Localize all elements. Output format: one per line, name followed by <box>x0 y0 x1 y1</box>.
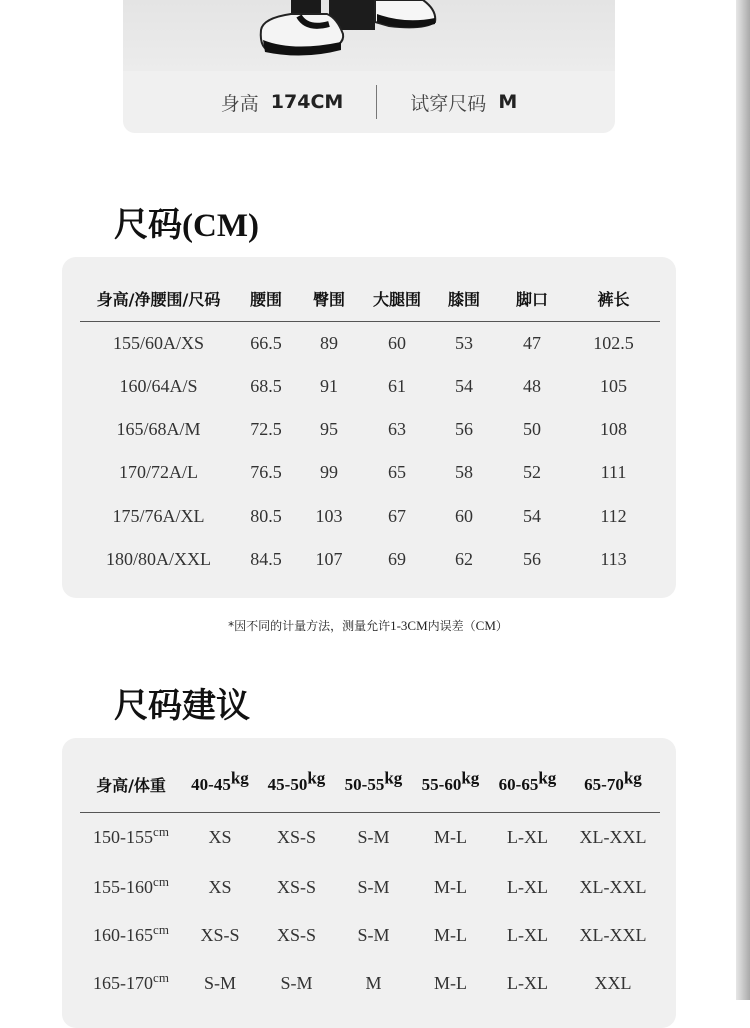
header-height-weight: 身高/体重 <box>96 776 166 796</box>
size-chart-cell: 60 <box>455 505 473 526</box>
size-chart-cell: 68.5 <box>250 376 282 397</box>
weight-range-header: $55-60^{kg}$ <box>421 768 480 794</box>
page-edge-shadow <box>736 0 750 1000</box>
size-chart-cell: 63 <box>388 419 406 440</box>
suggested-size-cell: S-M <box>357 827 390 848</box>
size-chart-row <box>80 538 660 581</box>
size-chart-cell: 170/72A/L <box>119 462 198 483</box>
header-thigh: 大腿围 <box>372 289 421 309</box>
size-chart-cell: 65 <box>388 462 406 483</box>
suggested-size-cell: L-XL <box>507 876 548 897</box>
suggested-size-cell: M-L <box>434 973 467 994</box>
weight-range-header: $50-55^{kg}$ <box>344 768 403 794</box>
note-range: 1-3CM <box>390 618 428 633</box>
size-suggestion-row <box>80 960 660 1008</box>
height-range-cell: $150-155^{cm}$ <box>93 824 169 848</box>
suggested-size-cell: M-L <box>434 827 467 848</box>
suggested-size-cell: XS-S <box>200 924 240 945</box>
model-photo <box>123 0 615 71</box>
size-chart-cell: 160/64A/S <box>119 376 198 397</box>
size-chart-title <box>114 197 259 246</box>
model-legs-image <box>123 0 615 71</box>
suggested-size-cell: L-XL <box>507 973 548 994</box>
size-suggestion-row <box>80 863 660 911</box>
suggested-size-cell: S-M <box>357 876 390 897</box>
info-divider <box>376 85 377 119</box>
height-range-cell: $160-165^{cm}$ <box>93 921 169 945</box>
size-chart-cell: 180/80A/XXL <box>106 548 211 569</box>
suggested-size-cell: M-L <box>434 876 467 897</box>
size-suggestion-table <box>80 758 660 1008</box>
size-chart-cell: 113 <box>600 548 627 569</box>
size-chart-cell: 175/76A/XL <box>112 505 205 526</box>
header-leg-opening: 脚口 <box>515 289 548 309</box>
size-chart-cell: 72.5 <box>250 419 282 440</box>
size-chart-cell: 99 <box>320 462 338 483</box>
header-waist: 腰围 <box>249 289 282 309</box>
height-range-cell: $155-160^{cm}$ <box>93 873 169 897</box>
weight-range-header: $65-70^{kg}$ <box>584 768 642 794</box>
size-chart-row <box>80 365 660 408</box>
size-suggestion-card <box>62 738 676 1028</box>
suggested-size-cell: XXL <box>594 973 632 994</box>
size-chart-cell: 165/68A/M <box>116 419 201 440</box>
size-chart-cell: 105 <box>600 376 627 397</box>
height-range-cell: $165-170^{cm}$ <box>93 970 169 994</box>
size-chart-cell: 47 <box>523 332 541 353</box>
size-suggestion-row <box>80 812 660 863</box>
size-suggestion-row <box>80 911 660 959</box>
suggested-size-cell: XL-XXL <box>579 827 647 848</box>
size-chart-cell: 112 <box>600 505 627 526</box>
size-chart-cell: 76.5 <box>250 462 282 483</box>
size-chart-row <box>80 321 660 365</box>
size-chart-cell: 50 <box>523 419 541 440</box>
model-height-value: 174CM <box>270 91 344 113</box>
suggested-size-cell: S-M <box>280 973 313 994</box>
measurement-note <box>0 617 736 634</box>
size-chart-cell: 53 <box>455 332 473 353</box>
size-chart-cell: 108 <box>600 419 627 440</box>
size-chart-cell: 80.5 <box>250 505 282 526</box>
size-chart-cell: 67 <box>388 505 406 526</box>
model-info-bar <box>123 71 615 133</box>
suggested-size-cell: M <box>365 973 382 994</box>
size-chart-cell: 60 <box>388 332 406 353</box>
header-height-waist-size: 身高/净腰围/尺码 <box>96 289 221 309</box>
size-chart-cell: 155/60A/XS <box>112 332 204 353</box>
size-chart-cell: 84.5 <box>250 548 282 569</box>
model-height-label: 身高 <box>220 92 259 115</box>
model-photo-card <box>123 0 615 133</box>
weight-range-header: $60-65^{kg}$ <box>498 768 557 794</box>
size-chart-cell: 103 <box>315 505 343 526</box>
model-size-label: 试穿尺码 <box>410 92 487 115</box>
size-chart-row <box>80 451 660 494</box>
size-chart-cell: 62 <box>455 548 473 569</box>
suggested-size-cell: XL-XXL <box>579 924 647 945</box>
size-chart-cell: 89 <box>320 332 338 353</box>
size-chart-row <box>80 495 660 538</box>
size-chart-cell: 107 <box>315 548 343 569</box>
header-knee: 膝围 <box>447 289 480 309</box>
suggested-size-cell: L-XL <box>507 924 548 945</box>
note-text-mid: 内误差（ <box>427 619 476 633</box>
size-chart-cell: 54 <box>523 505 541 526</box>
note-unit: CM <box>475 618 496 633</box>
suggestion-header-row <box>80 758 660 812</box>
size-chart-cell: 95 <box>320 419 338 440</box>
size-chart-title-unit: (CM) <box>182 208 259 244</box>
suggested-size-cell: XS-S <box>276 876 316 897</box>
size-chart-cell: 52 <box>523 462 541 483</box>
suggested-size-cell: L-XL <box>507 827 548 848</box>
suggested-size-cell: XS <box>208 827 232 848</box>
size-chart-card <box>62 257 676 598</box>
note-text-suffix: ） <box>495 619 508 633</box>
size-chart-table <box>80 276 660 581</box>
header-hip: 臀围 <box>312 289 345 309</box>
size-chart-cell: 111 <box>600 462 627 483</box>
suggested-size-cell: S-M <box>203 973 236 994</box>
model-size-value: M <box>498 91 518 113</box>
weight-range-header: $45-50^{kg}$ <box>267 768 326 794</box>
header-length: 裤长 <box>597 289 630 309</box>
suggested-size-cell: XS <box>208 876 232 897</box>
suggested-size-cell: XS-S <box>276 924 316 945</box>
size-chart-cell: 69 <box>388 548 406 569</box>
suggested-size-cell: M-L <box>434 924 467 945</box>
size-chart-cell: 48 <box>523 376 541 397</box>
suggested-size-cell: XL-XXL <box>579 876 647 897</box>
size-chart-row <box>80 408 660 451</box>
size-chart-cell: 58 <box>455 462 473 483</box>
note-text-prefix: *因不同的计量方法，测量允许 <box>228 619 391 633</box>
weight-range-header: $40-45^{kg}$ <box>191 768 249 794</box>
size-chart-cell: 56 <box>523 548 541 569</box>
size-chart-cell: 91 <box>320 376 338 397</box>
size-chart-header-row <box>80 276 660 321</box>
size-chart-cell: 54 <box>455 376 473 397</box>
suggested-size-cell: S-M <box>357 924 390 945</box>
size-chart-cell: 102.5 <box>593 332 634 353</box>
size-suggestion-title: 尺码建议 <box>114 686 250 726</box>
size-chart-cell: 56 <box>455 419 473 440</box>
size-chart-title-text: 尺码 <box>114 205 182 245</box>
suggested-size-cell: XS-S <box>276 827 316 848</box>
size-chart-cell: 66.5 <box>250 332 282 353</box>
size-chart-cell: 61 <box>388 376 406 397</box>
